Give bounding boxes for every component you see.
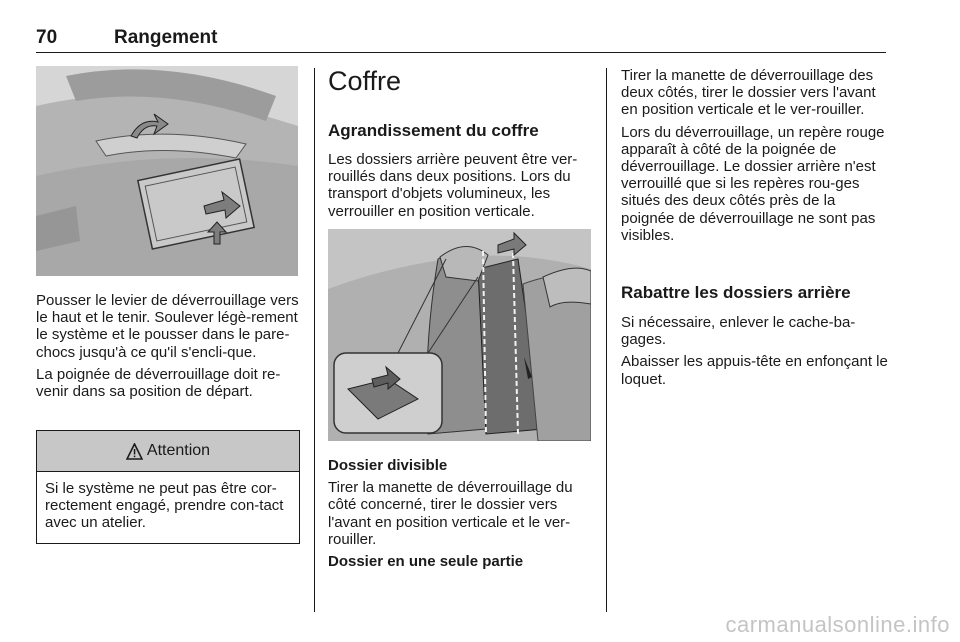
paragraph: Tirer la manette de déverrouillage des deux côtés, tirer le dossier vers l'avant en position verticale et le ver-rouiller. [621, 67, 876, 119]
paragraph: Pousser le levier de déverrouillage vers le haut et le tenir. Soulever légè-rement le système et le pousser dans le pare-chocs jusqu'à ce qu'il s'encli-que. [36, 292, 299, 361]
attention-box [36, 430, 300, 544]
running-title: Rangement [114, 27, 218, 48]
subsection-heading: Agrandissement du coffre [328, 121, 539, 140]
subsection-heading: Rabattre les dossiers arrière [621, 283, 851, 302]
right-column-text [621, 67, 891, 249]
paragraph: Lors du déverrouillage, un repère rouge apparaît à côté de la poignée de déverrouillage. Le dossier arrière n'est verrouillé que si les repères rou-ges situés des deux côtés près de la poignée de déverrouillage ne sont pas visibles. [621, 123, 885, 244]
intro-text [328, 151, 594, 225]
divisible-section [328, 457, 596, 575]
column-divider [606, 68, 607, 612]
towbar-illustration [36, 66, 298, 276]
attention-text: Si le système ne peut pas être cor-rectement engagé, prendre con-tact avec un atelier. [45, 480, 284, 532]
section-heading: Coffre [328, 66, 402, 96]
right-column-text-2 [621, 314, 891, 393]
column-divider [314, 68, 315, 612]
single-part-title: Dossier en une seule partie [328, 553, 524, 571]
attention-header [37, 431, 299, 472]
warning-icon [126, 443, 143, 460]
attention-title: Attention [146, 442, 211, 459]
paragraph: Les dossiers arrière peuvent être ver-rouillés dans deux positions. Lors du transport d'objets volumineux, les verrouiller en position verticale. [328, 151, 578, 220]
left-column-text [36, 292, 300, 405]
paragraph: Abaisser les appuis-tête en enfonçant le loquet. [621, 353, 888, 388]
rear-seat-illustration [328, 229, 591, 441]
paragraph: La poignée de déverrouillage doit re-venir dans sa position de départ. [36, 365, 281, 401]
page-header [36, 22, 886, 53]
divisible-title: Dossier divisible [328, 457, 448, 474]
paragraph: Si nécessaire, enlever le cache-ba-gages. [621, 314, 856, 349]
watermark: carmanualsonline.info [725, 612, 950, 637]
paragraph: Tirer la manette de déverrouillage du côté concerné, tirer le dossier vers l'avant en position verticale et le ver-rouiller. [328, 479, 573, 548]
page-number: 70 [36, 27, 58, 48]
